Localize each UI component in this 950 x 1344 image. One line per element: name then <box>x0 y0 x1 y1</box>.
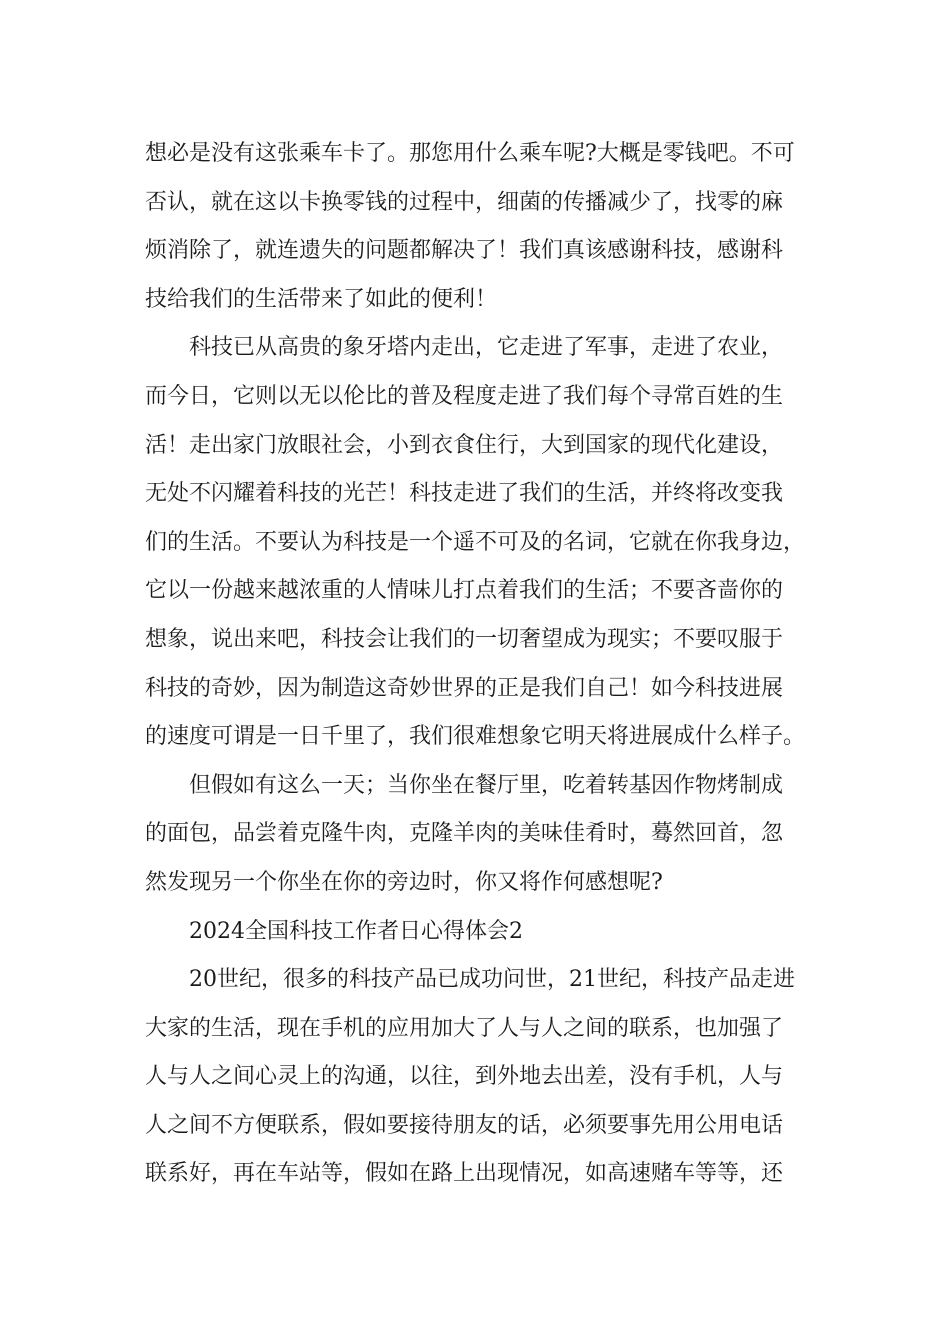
text-line-6: 而今日，它则以无以伦比的普及程度走进了我们每个寻常百姓的生 <box>145 383 784 409</box>
text-line-8: 无处不闪耀着科技的光芒！科技走进了我们的生活，并终将改变我 <box>145 481 784 507</box>
text-line-22: 联系好，再在车站等，假如在路上出现情况，如高速赌车等等，还 <box>145 1161 784 1187</box>
text-line-20: 人与人之间心灵上的沟通，以往，到外地去出差，没有手机，人与 <box>145 1064 784 1090</box>
text-line-3: 烦消除了，就连遗失的问题都解决了！我们真该感谢科技，感谢科 <box>145 238 784 264</box>
text-line-15: 的面包，品尝着克隆牛肉，克隆羊肉的美味佳肴时，蓦然回首，忽 <box>145 821 784 847</box>
text-line-21: 人之间不方便联系，假如要接待朋友的话，必须要事先用公用电话 <box>145 1112 784 1138</box>
text-line-5: 科技已从高贵的象牙塔内走出，它走进了军事，走进了农业， <box>189 335 784 361</box>
document-body <box>145 130 815 1199</box>
section-heading: 2024全国科技工作者日心得体会2 <box>189 918 523 944</box>
text-line-2: 否认，就在这以卡换零钱的过程中，细菌的传播减少了，找零的麻 <box>145 189 784 215</box>
text-line-12: 科技的奇妙，因为制造这奇妙世界的正是我们自己！如今科技进展 <box>145 675 784 701</box>
text-line-11: 想象，说出来吧，科技会让我们的一切奢望成为现实；不要叹服于 <box>145 626 784 652</box>
text-line-7: 活！走出家门放眼社会，小到衣食住行，大到国家的现代化建设， <box>145 432 784 458</box>
text-line-10: 它以一份越来越浓重的人情味儿打点着我们的生活；不要吝啬你的 <box>145 578 784 604</box>
text-line-4: 技给我们的生活带来了如此的便利！ <box>145 286 498 312</box>
text-line-19: 大家的生活，现在手机的应用加大了人与人之间的联系，也加强了 <box>145 1015 784 1041</box>
text-line-14: 但假如有这么一天；当你坐在餐厅里，吃着转基因作物烤制成 <box>189 772 784 798</box>
text-line-1: 想必是没有这张乘车卡了。那您用什么乘车呢?大概是零钱吧。不可 <box>145 141 795 166</box>
text-line-18: 20世纪，很多的科技产品已成功问世，21世纪，科技产品走进 <box>189 967 795 993</box>
text-line-13: 的速度可谓是一日千里了，我们很难想象它明天将进展成什么样子。 <box>145 724 806 750</box>
text-line-16: 然发现另一个你坐在你的旁边时，你又将作何感想呢? <box>145 869 663 895</box>
text-line-9: 们的生活。不要认为科技是一个遥不可及的名词，它就在你我身边， <box>145 529 806 555</box>
